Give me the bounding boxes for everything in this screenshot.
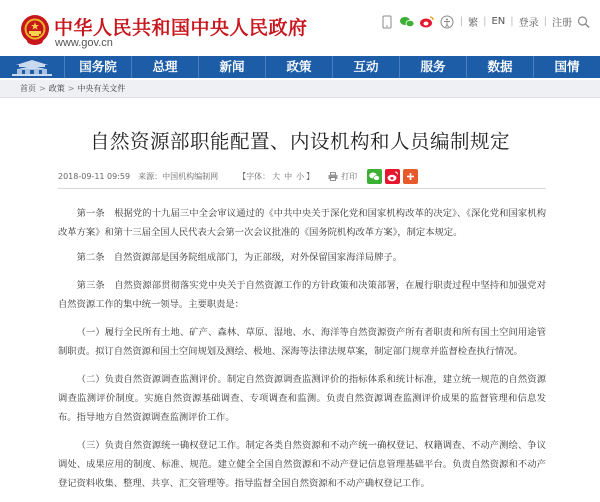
printer-icon [328,172,338,181]
tiananmen-icon [10,58,54,76]
font-size-label: 【字体： [238,171,271,181]
print-label: 打印 [341,171,358,181]
traditional-chinese-link[interactable]: 繁 [468,18,479,29]
wechat-icon[interactable] [399,15,415,29]
nav-item-interaction[interactable]: 互动 [332,56,399,78]
top-separator: | [483,16,487,27]
nav-item-news[interactable]: 新闻 [198,56,265,78]
share-weibo-icon[interactable] [385,169,400,184]
nav-item-services[interactable]: 服务 [399,56,466,78]
nav-item-state-council[interactable]: 国务院 [64,56,131,78]
site-title[interactable]: 中华人民共和国中央人民政府 [54,17,308,39]
source-label: 来源： [138,171,163,181]
font-size-small[interactable]: 小 [296,171,305,181]
nav-item-data[interactable]: 数据 [466,56,533,78]
article-paragraph: （二）负责自然资源调查监测评价。制定自然资源调查监测评价的指标体系和统计标准，建立统一规范的自然资源调查监测评价制度。实施自然资源基础调查、专项调查和监测。负责自然资源调查监测评价成果的监督管理和信息发布。指导地方自然资源调查监测评价工作。 [58,374,546,423]
top-separator: | [543,16,547,27]
share-wechat-icon[interactable] [367,169,382,184]
nav-item-national-conditions[interactable]: 国情 [533,56,600,78]
top-separator: | [510,16,514,27]
site-header [0,0,600,56]
font-size-medium[interactable]: 中 [284,171,293,181]
top-links [379,14,592,29]
share-buttons [367,169,418,184]
print-button[interactable] [328,171,357,182]
font-size-end: 】 [306,171,315,181]
accessibility-icon[interactable] [439,15,455,29]
source-name: 中国机构编制网 [162,171,219,181]
login-link[interactable]: 登录 [518,18,539,29]
article-paragraph: （三）负责自然资源统一确权登记工作。制定各类自然资源和不动产统一确权登记、权籍调查、不动产测绘、争议调处、成果应用的制度、标准、规范。建立健全全国自然资源和不动产登记信息管理基础平台。负责自然资源和不动产登记资料收集、整理、共享、汇交管理等。指导监督全国自然资源和不动产确权登记工作。 [58,440,546,489]
breadcrumb-separator: > [67,84,75,93]
share-more-icon[interactable] [403,169,418,184]
breadcrumb-policy[interactable]: 政策 [48,84,65,93]
breadcrumb-home[interactable]: 首页 [20,84,36,93]
article-body [58,204,546,502]
article-title: 自然资源部职能配置、内设机构和人员编制规定 [89,130,510,153]
nav-item-policy[interactable]: 政策 [265,56,332,78]
breadcrumb [0,80,600,98]
font-size-control [238,171,314,182]
site-domain: www.gov.cn [55,37,113,49]
article-paragraph: （一）履行全民所有土地、矿产、森林、草原、湿地、水、海洋等自然资源资产所有者职责和所有国土空间用途管制职责。拟订自然资源和国土空间规划及测绘、极地、深海等法律法规草案，制定部门规章并监督检查执行情况。 [58,327,546,357]
font-size-large[interactable]: 大 [272,171,281,181]
top-separator: | [459,16,464,27]
main-nav [0,56,600,78]
nav-home[interactable] [0,56,64,78]
english-link[interactable]: EN [491,16,506,27]
nav-item-premier[interactable]: 总理 [131,56,198,78]
article-paragraph: 第二条 自然资源部是国务院组成部门，为正部级，对外保留国家海洋局牌子。 [76,252,402,263]
register-link[interactable]: 注册 [552,18,572,29]
article-meta [58,168,548,184]
weibo-icon[interactable] [419,15,435,29]
breadcrumb-central-documents[interactable]: 中央有关文件 [77,84,126,93]
mobile-icon[interactable] [379,15,395,29]
breadcrumb-separator: > [39,84,46,93]
article-paragraph: 第一条 根据党的十九届三中全会审议通过的《中共中央关于深化党和国家机构改革的决定》、《深化党和国家机构改革方案》和第十三届全国人民代表大会第一次会议批准的《国务院机构改革方案》，制定本规定。 [58,208,546,238]
national-emblem-icon[interactable] [20,14,50,46]
article-paragraph: 第三条 自然资源部贯彻落实党中央关于自然资源工作的方针政策和决策部署，在履行职责过程中坚持和加强党对自然资源工作的集中统一领导。主要职责是： [58,280,546,310]
search-icon[interactable] [576,15,592,29]
meta-divider [58,188,546,189]
nav-items [64,56,600,78]
publish-datetime: 2018-09-11 09:59 [58,171,131,181]
